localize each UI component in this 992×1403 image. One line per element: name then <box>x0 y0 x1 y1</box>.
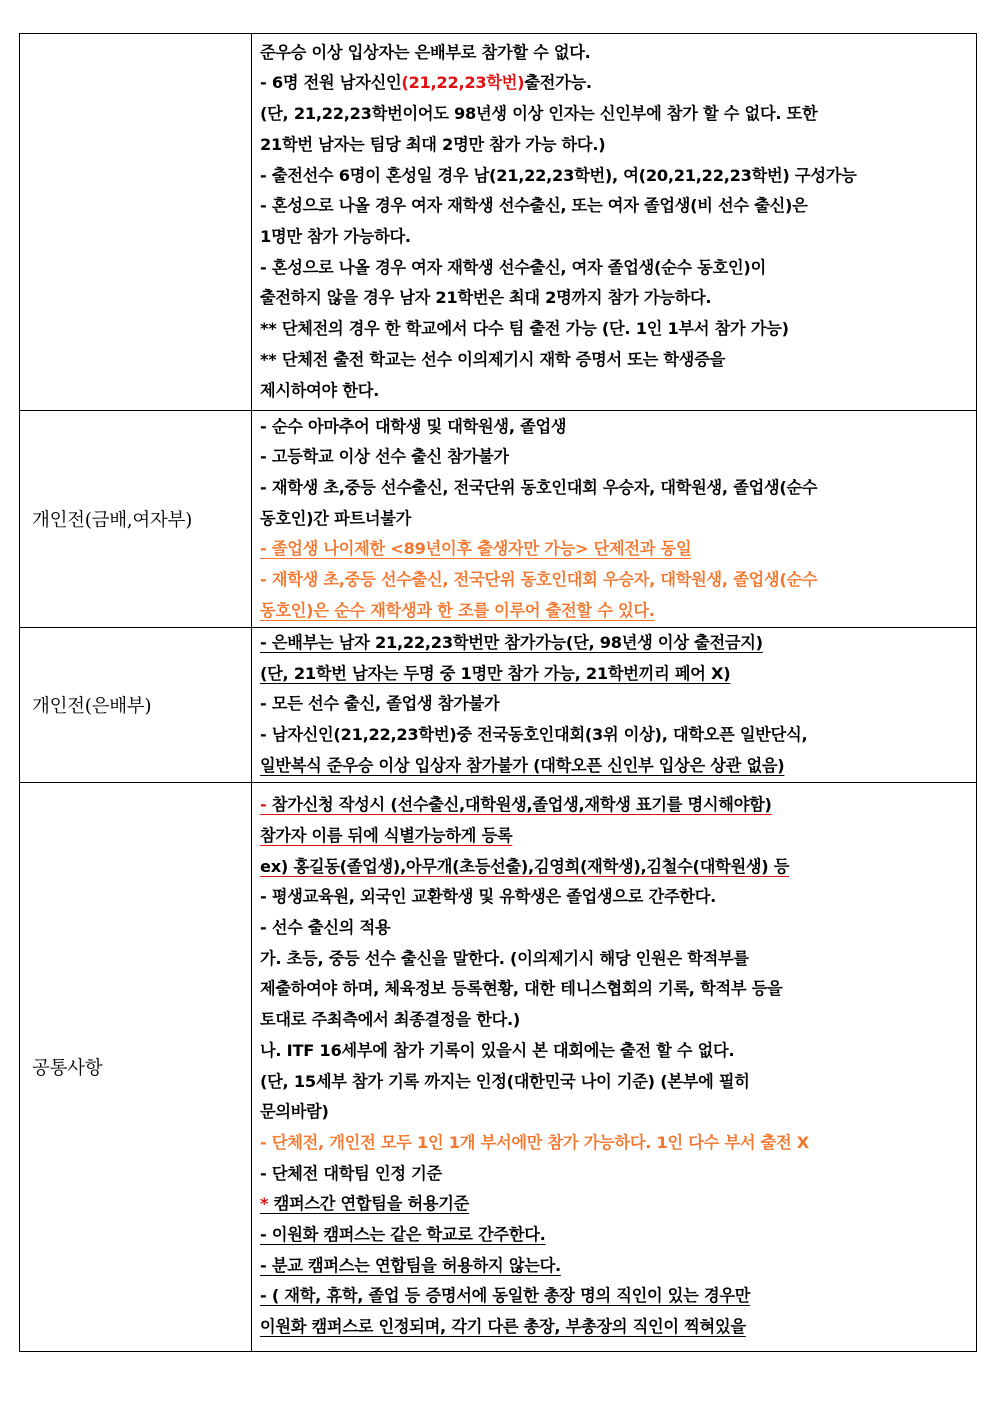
rules-table <box>19 33 977 1352</box>
row-content <box>252 34 977 411</box>
content-line: - 남자신인(21,22,23학번)중 전국동호인대회(3위 이상), 대학오픈 일반단식, <box>260 725 808 745</box>
content-line: 토대로 주최측에서 최종결정을 한다.) <box>260 1010 521 1030</box>
content-line: 이원화 캠퍼스로 인정되며, 각기 다른 총장, 부총장의 직인이 찍혀있을 <box>260 1317 746 1337</box>
content-line: 제시하여야 한다. <box>260 380 379 400</box>
row-content <box>252 782 977 1351</box>
content-line: (단, 21,22,23학번이어도 98년생 이상 인자는 신인부에 참가 할 수 없다. 또한 <box>260 104 818 124</box>
content-line: 동호인)은 순수 재학생과 한 조를 이루어 출전할 수 있다. <box>260 600 655 620</box>
content-line: 참가자 이름 뒤에 식별가능하게 등록 <box>260 825 513 845</box>
content-line: - 6명 전원 남자신인(21,22,23학번)출전가능. <box>260 73 592 93</box>
content-line: - 단체전, 개인전 모두 1인 1개 부서에만 참가 가능하다. 1인 다수 부서 출전 X <box>260 1132 810 1152</box>
content-line: - 이원화 캠퍼스는 같은 학교로 간주한다. <box>260 1225 546 1245</box>
table-row <box>20 411 977 628</box>
content-line: - ( 재학, 휴학, 졸업 등 증명서에 동일한 총장 명의 직인이 있는 경우만 <box>260 1286 751 1306</box>
content-line: - 재학생 초,중등 선수출신, 전국단위 동호인대회 우승자, 대학원생, 졸업생(순수 <box>260 477 818 497</box>
content-line: (단, 21학번 남자는 두명 중 1명만 참가 가능, 21학번끼리 페어 X) <box>260 663 731 683</box>
content-line: 문의바람) <box>260 1102 329 1122</box>
content-line: ** 단체전의 경우 한 학교에서 다수 팀 출전 가능 (단. 1인 1부서 참가 가능) <box>260 319 789 339</box>
table-row <box>20 628 977 783</box>
row-content <box>252 628 977 783</box>
content-line: - 선수 출신의 적용 <box>260 918 391 937</box>
content-line: - 졸업생 나이제한 <89년이후 출생자만 가능> 단제전과 동일 <box>260 539 692 559</box>
content-line: ex) 홍길동(졸업생),아무개(초등선출),김영희(재학생),김철수(대학원생) 등 <box>260 856 790 876</box>
content-line: 21학번 남자는 팀당 최대 2명만 참가 가능 하다.) <box>260 134 606 154</box>
content-line: (단, 15세부 참가 기록 까지는 인정(대한민국 나이 기준) (본부에 필히 <box>260 1071 750 1091</box>
content-line: - 분교 캠퍼스는 연합팀을 허용하지 않는다. <box>260 1255 561 1275</box>
content-line: - 출전선수 6명이 혼성일 경우 남(21,22,23학번), 여(20,21,22,23학번) 구성가능 <box>260 165 857 185</box>
content-line: 준우승 이상 입상자는 은배부로 참가할 수 없다. <box>260 42 591 62</box>
content-line: - 평생교육원, 외국인 교환학생 및 유학생은 졸업생으로 간주한다. <box>260 887 717 907</box>
table-row <box>20 34 977 411</box>
content-line: - 은배부는 남자 21,22,23학번만 참가가능(단, 98년생 이상 출전금지) <box>260 633 763 652</box>
row-label <box>20 34 252 411</box>
content-line: 나. ITF 16세부에 참가 기록이 있을시 본 대회에는 출전 할 수 없다. <box>260 1040 735 1060</box>
content-line: 일반복식 준우승 이상 입상자 참가불가 (대학오픈 신인부 입상은 상관 없음) <box>260 755 785 775</box>
content-line: 출전하지 않을 경우 남자 21학번은 최대 2명까지 참가 가능하다. <box>260 288 712 308</box>
content-line: - 재학생 초,중등 선수출신, 전국단위 동호인대회 우승자, 대학원생, 졸업생(순수 <box>260 570 818 590</box>
content-line: 동호인)간 파트너불가 <box>260 508 412 528</box>
row-label: 개인전(금배,여자부) <box>20 411 252 628</box>
content-line: 1명만 참가 가능하다. <box>260 227 411 246</box>
content-line: - 모든 선수 출신, 졸업생 참가불가 <box>260 694 500 714</box>
content-line: 가. 초등, 중등 선수 출신을 말한다. (이의제기시 해당 인원은 학적부를 <box>260 948 749 968</box>
table-row <box>20 782 977 1351</box>
content-line: 제출하여야 하며, 체육정보 등록현황, 대한 테니스협회의 기록, 학적부 등을 <box>260 979 783 999</box>
row-label: 공통사항 <box>20 782 252 1351</box>
row-content <box>252 411 977 628</box>
row-label: 개인전(은배부) <box>20 628 252 783</box>
content-line: ** 단체전 출전 학교는 선수 이의제기시 재학 증명서 또는 학생증을 <box>260 349 725 369</box>
content-line: - 순수 아마추어 대학생 및 대학원생, 졸업생 <box>260 416 567 436</box>
content-line: - 고등학교 이상 선수 출신 참가불가 <box>260 447 509 467</box>
content-line: - 혼성으로 나올 경우 여자 재학생 선수출신, 여자 졸업생(순수 동호인)이 <box>260 257 766 277</box>
content-line: * 캠퍼스간 연합팀을 허용기준 <box>260 1194 470 1214</box>
highlight-text: (21,22,23학번) <box>401 73 525 93</box>
content-line: - 참가신청 작성시 (선수출신,대학원생,졸업생,재학생 표기를 명시해야함) <box>260 795 772 815</box>
content-line: - 혼성으로 나올 경우 여자 재학생 선수출신, 또는 여자 졸업생(비 선수 출신)은 <box>260 196 808 216</box>
content-line: - 단체전 대학팀 인정 기준 <box>260 1163 442 1183</box>
